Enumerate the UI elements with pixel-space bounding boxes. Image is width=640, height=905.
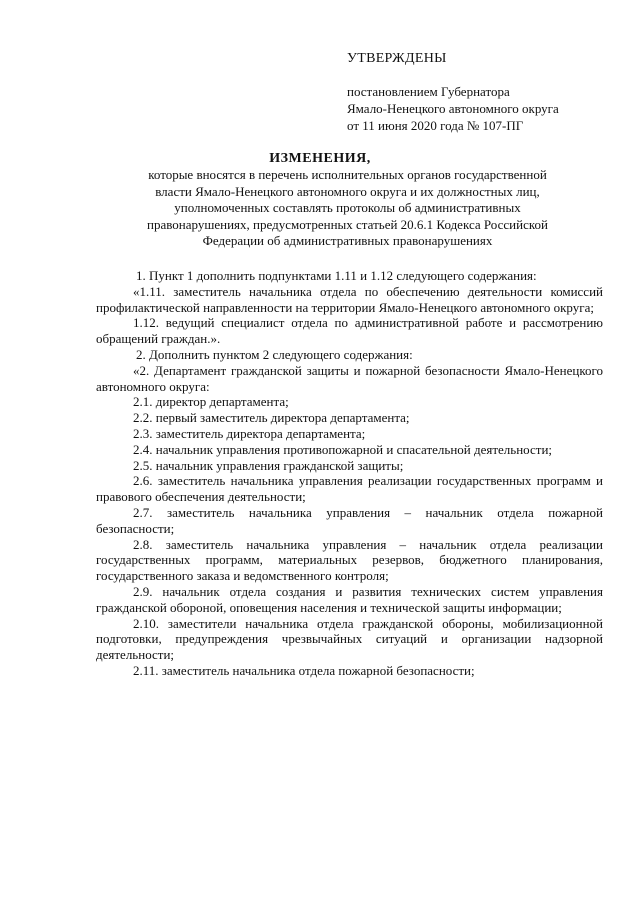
subtitle-line: правонарушениях, предусмотренных статьей 20.6.1 Кодекса Российской (147, 216, 548, 232)
paragraph: 2.11. заместитель начальника отдела пожарной безопасности; (133, 662, 475, 678)
paragraph: 1. Пункт 1 дополнить подпунктами 1.11 и 1.12 следующего содержания: (136, 268, 537, 283)
document-body (96, 268, 603, 679)
paragraph: 2.9. начальник отдела создания и развития технических систем управления гражданской обороной, оповещения населения и технической защиты информации; (96, 583, 603, 615)
paragraph: 2.1. директор департамента; (133, 394, 289, 410)
subtitle-line: которые вносятся в перечень исполнительных органов государственной (148, 167, 547, 182)
paragraph: «1.11. заместитель начальника отдела по обеспечению деятельности комиссий профилактической направленности на территории Ямало-Ненецкого автономного округа; (96, 283, 603, 315)
approval-line: постановлением Губернатора (347, 84, 510, 99)
subtitle-line: Федерации об административных правонарушениях (202, 233, 493, 248)
paragraph: 2.10. заместители начальника отдела гражданской обороны, мобилизационной подготовки, предупреждения чрезвычайных ситуаций и организации надзорной деятельности; (96, 615, 603, 663)
paragraph: 1.12. ведущий специалист отдела по административной работе и рассмотрению обращений граждан.». (96, 315, 603, 347)
paragraph: 2.7. заместитель начальника управления – начальник отдела пожарной безопасности; (96, 504, 603, 536)
approval-line: Ямало-Ненецкого автономного округа (347, 101, 559, 116)
approval-line: от 11 июня 2020 года № 107-ПГ (347, 118, 524, 133)
document-subtitle (110, 167, 585, 250)
subtitle-line: власти Ямало-Ненецкого автономного округа и их должностных лиц, (155, 183, 540, 199)
approval-block (347, 50, 559, 134)
paragraph: 2.3. заместитель директора департамента; (133, 425, 366, 441)
paragraph: 2.4. начальник управления противопожарной и спасательной деятельности; (133, 441, 553, 457)
paragraph: 2.5. начальник управления гражданской защиты; (133, 457, 404, 473)
paragraph: 2.6. заместитель начальника управления реализации государственных программ и правового обеспечения деятельности; (96, 473, 603, 505)
paragraph: 2.2. первый заместитель директора департамента; (133, 410, 410, 426)
document-title: ИЗМЕНЕНИЯ, (269, 151, 371, 166)
approval-stamp: УТВЕРЖДЕНЫ (347, 51, 447, 66)
subtitle-line: уполномоченных составлять протоколы об административных (174, 200, 521, 215)
paragraph: 2. Дополнить пунктом 2 следующего содержания: (136, 346, 413, 362)
paragraph: 2.8. заместитель начальника управления – начальник отдела реализации государственных программ, материальных резервов, бюджетного планирования, государственного заказа и ведомственного контроля; (96, 536, 603, 584)
paragraph: «2. Департамент гражданской защиты и пожарной безопасности Ямало-Ненецкого автономного округа: (96, 362, 603, 394)
